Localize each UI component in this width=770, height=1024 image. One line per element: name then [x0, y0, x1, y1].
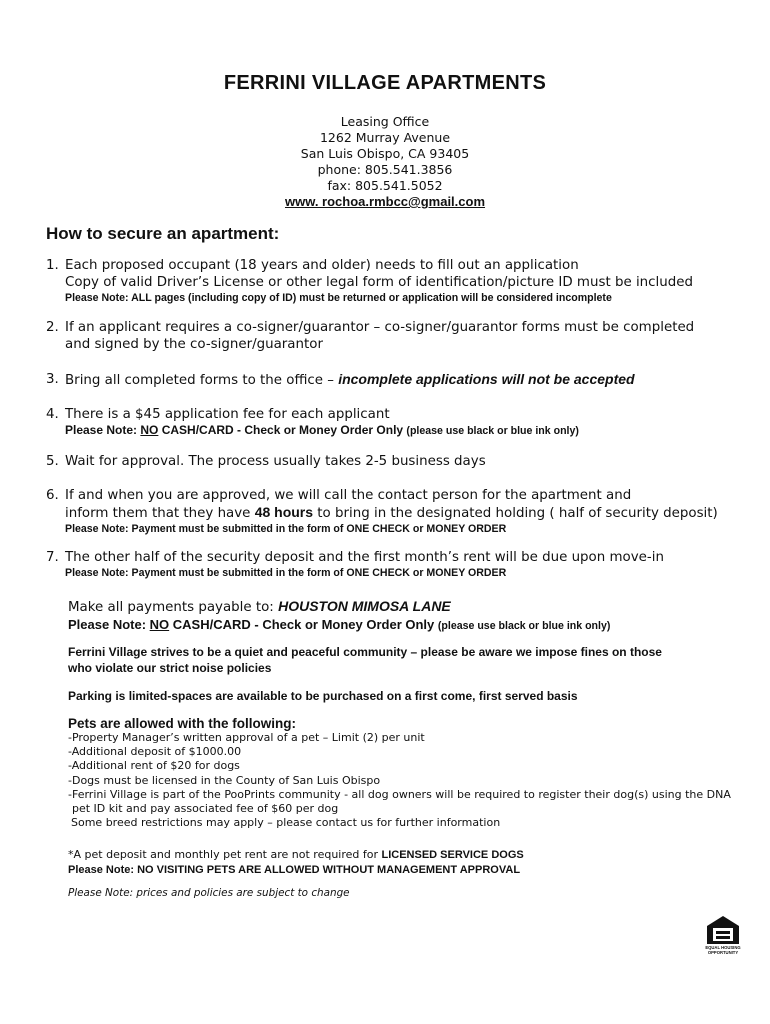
payment-block — [68, 598, 738, 635]
step-5 — [46, 453, 746, 470]
step-number: 2. — [46, 320, 59, 335]
step-text: Bring all completed forms to the office – — [65, 373, 339, 388]
noise-policy — [68, 644, 738, 676]
change-note: Please Note: prices and policies are subject to change — [68, 887, 350, 899]
list-item: -Additional rent of $20 for dogs — [68, 759, 240, 773]
step-text: inform them that they have — [65, 506, 255, 521]
step-note: Please Note: Payment must be submitted in the form of ONE CHECK or MONEY ORDER — [65, 523, 507, 535]
step-number: 5. — [46, 454, 59, 469]
equal-housing-logo — [703, 914, 743, 956]
step-text: Each proposed occupant (18 years and older) needs to fill out an application — [65, 258, 579, 273]
step-note-small: (please use black or blue ink only) — [406, 425, 579, 437]
logo-line-2: OPPORTUNITY — [707, 950, 739, 955]
office-city: San Luis Obispo, CA 93405 — [300, 146, 470, 161]
payment-note-underline: NO — [149, 617, 170, 632]
service-bold: LICENSED SERVICE DOGS — [381, 849, 524, 861]
office-address: 1262 Murray Avenue — [319, 130, 451, 145]
pets-heading: Pets are allowed with the following: — [68, 716, 297, 731]
parking-policy: Parking is limited-spaces are available to be purchased on a first come, first served basis — [68, 689, 578, 703]
step-note: CASH/CARD - Check or Money Order Only — [158, 423, 407, 437]
step-4 — [46, 406, 746, 438]
step-text: and signed by the co-signer/guarantor — [65, 337, 323, 352]
step-number: 6. — [46, 488, 59, 503]
house-icon — [707, 916, 739, 944]
visiting-pets-note: Please Note: NO VISITING PETS ARE ALLOWED WITHOUT MANAGEMENT APPROVAL — [68, 864, 521, 876]
step-number: 1. — [46, 258, 59, 273]
payment-note: Please Note: — [68, 617, 150, 632]
pets-block — [68, 716, 738, 830]
step-note: Please Note: Payment must be submitted in the form of ONE CHECK or MONEY ORDER — [65, 567, 507, 579]
logo-line-1: EQUAL HOUSING — [705, 945, 741, 950]
step-text: If an applicant requires a co-signer/guarantor – co-signer/guarantor forms must be completed — [65, 320, 695, 335]
payment-note: CASH/CARD - Check or Money Order Only — [169, 617, 438, 632]
step-text: If and when you are approved, we will call the contact person for the apartment and — [65, 488, 632, 503]
step-2 — [46, 319, 746, 353]
payee-name: HOUSTON MIMOSA LANE — [278, 598, 451, 614]
office-line: Leasing Office — [340, 114, 430, 129]
step-note: Please Note: ALL pages (including copy of ID) must be returned or application will be considered incomplete — [65, 292, 612, 304]
step-text: Wait for approval. The process usually takes 2-5 business days — [65, 454, 486, 469]
step-text: Copy of valid Driver’s License or other legal form of identification/picture ID must be included — [65, 275, 693, 290]
section-heading: How to secure an apartment: — [46, 224, 280, 243]
step-text: to bring in the designated holding ( half of security deposit) — [313, 506, 718, 521]
leasing-office-block — [0, 114, 770, 210]
step-bold: 48 hours — [254, 504, 314, 520]
service-text: *A pet deposit and monthly pet rent are not required for — [68, 848, 382, 861]
list-item: pet ID kit and pay associated fee of $60 per dog — [72, 802, 339, 816]
office-phone: phone: 805.541.3856 — [317, 162, 453, 177]
list-item: -Additional deposit of $1000.00 — [68, 745, 242, 759]
noise-text: Ferrini Village strives to be a quiet and peaceful community – please be aware we impose fines on those — [68, 645, 662, 659]
list-item: -Property Manager’s written approval of a pet – Limit (2) per unit — [68, 731, 425, 744]
step-6 — [46, 487, 746, 536]
step-note: Please Note: — [65, 423, 141, 437]
noise-text: who violate our strict noise policies — [68, 661, 272, 675]
list-item: -Dogs must be licensed in the County of San Luis Obispo — [68, 773, 381, 787]
document-title: FERRINI VILLAGE APARTMENTS — [223, 72, 547, 94]
step-note-underline: NO — [140, 423, 159, 437]
step-7 — [46, 549, 746, 580]
step-1 — [46, 257, 746, 305]
list-item: Some breed restrictions may apply – please contact us for further information — [71, 816, 501, 830]
step-text: There is a $45 application fee for each applicant — [65, 407, 390, 422]
step-number: 4. — [46, 407, 59, 422]
list-item: -Ferrini Village is part of the PooPrints community - all dog owners will be required to register their dog(s) using the DNA — [68, 787, 731, 801]
office-website-link[interactable]: www. rochoa.rmbcc@gmail.com — [284, 194, 486, 209]
office-fax: fax: 805.541.5052 — [327, 178, 443, 193]
step-number: 7. — [46, 550, 59, 565]
step-emphasis: incomplete applications will not be accepted — [338, 371, 635, 387]
payment-text: Make all payments payable to: — [68, 600, 279, 615]
service-dog-note — [68, 847, 738, 878]
payment-note-small: (please use black or blue ink only) — [437, 620, 611, 632]
step-3 — [46, 371, 746, 389]
step-text: The other half of the security deposit and the first month’s rent will be due upon move-in — [65, 550, 664, 565]
step-number: 3. — [46, 372, 59, 387]
